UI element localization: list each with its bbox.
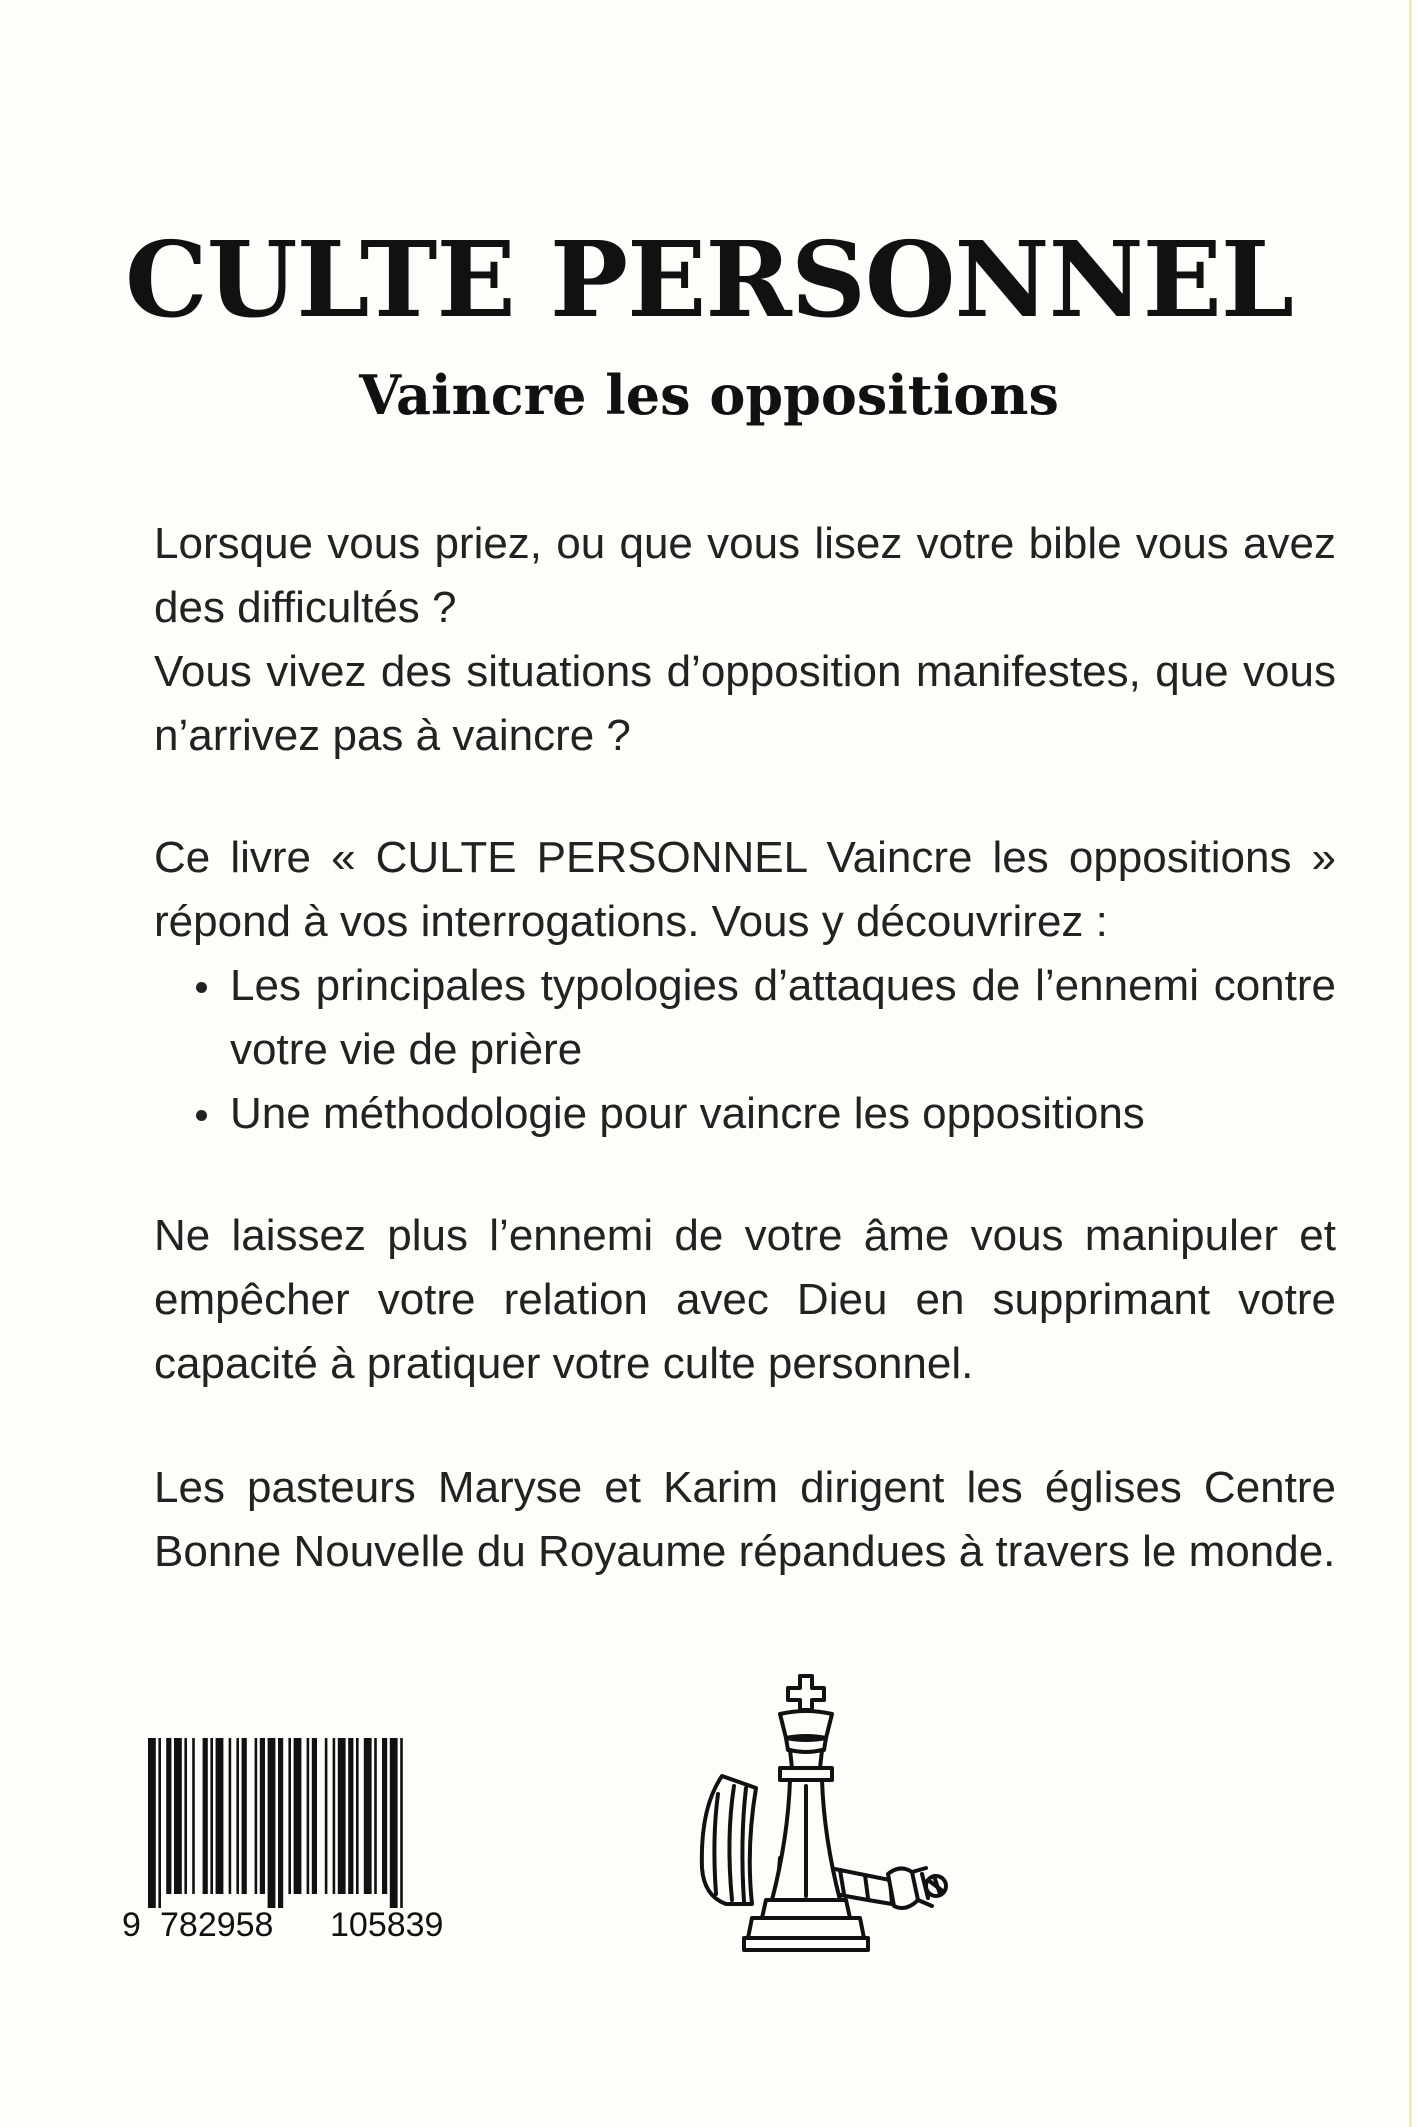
book-subtitle: Vaincre les oppositions — [359, 363, 1059, 427]
barcode-bar — [174, 1738, 182, 1894]
isbn-group-2: 105839 — [330, 1906, 444, 1944]
barcode-bar — [400, 1738, 403, 1908]
barcode-bar — [242, 1738, 247, 1894]
intro-question-2: Vous vivez des situations d’opposition manifestes, que vous n’arrivez pas à vaincre ? — [154, 647, 1336, 760]
barcode-bar — [278, 1738, 283, 1908]
barcode-bar — [216, 1738, 224, 1894]
barcode-bar — [390, 1738, 398, 1908]
barcode-bar — [192, 1738, 195, 1894]
isbn-group-1: 782958 — [160, 1906, 274, 1944]
topic-item: Une méthodologie pour vaincre les oppositions — [230, 1082, 1336, 1146]
barcode-bar — [255, 1738, 258, 1894]
exhortation-paragraph — [154, 1204, 1336, 1396]
barcode-bar — [294, 1738, 302, 1894]
barcode-bar — [236, 1738, 239, 1894]
intro-questions — [154, 512, 1336, 768]
isbn-barcode — [118, 1732, 498, 1952]
standing-king-icon — [744, 1676, 868, 1950]
barcode-bar — [338, 1738, 346, 1894]
barcode-bar — [348, 1738, 353, 1894]
exhortation-text: Ne laissez plus l’ennemi de votre âme vous manipuler et empêcher votre relation avec Dieu en supprimant votre capacité à pratiquer votre culte personnel. — [154, 1211, 1336, 1388]
isbn-first-digit: 9 — [122, 1906, 141, 1944]
description-intro: Ce livre « CULTE PERSONNEL Vaincre les oppositions » répond à vos interrogations. Vous y découvrirez : — [154, 833, 1336, 946]
barcode-bar — [203, 1738, 208, 1894]
authors-text: Les pasteurs Maryse et Karim dirigent les églises Centre Bonne Nouvelle du Royaume répandues à travers le monde. — [154, 1463, 1336, 1576]
chess-king-and-fallen-king-icon — [660, 1668, 960, 1968]
barcode-bars — [118, 1732, 498, 1908]
barcode-bar — [148, 1738, 156, 1908]
barcode-bar — [307, 1738, 310, 1894]
barcode-bar — [210, 1738, 213, 1894]
barcode-bar — [356, 1738, 359, 1894]
barcode-bar — [260, 1738, 265, 1894]
book-title: CULTE PERSONNEL — [124, 218, 1294, 341]
barcode-bar — [333, 1738, 336, 1894]
barcode-bar — [166, 1738, 171, 1894]
barcode-bar — [374, 1738, 377, 1894]
barcode-bar — [268, 1738, 276, 1908]
barcode-bar — [288, 1738, 291, 1894]
barcode-bar — [382, 1738, 387, 1894]
barcode-bar — [158, 1738, 161, 1908]
barcode-bar — [325, 1738, 328, 1894]
authors-paragraph — [154, 1456, 1336, 1584]
isbn-digits — [118, 1906, 498, 1946]
book-description — [154, 826, 1336, 1146]
barcode-bar — [364, 1738, 372, 1894]
leaning-piece-icon — [702, 1776, 756, 1904]
barcode-bar — [312, 1738, 317, 1894]
topics-list — [154, 954, 1336, 1146]
topic-item: Les principales typologies d’attaques de l’ennemi contre votre vie de prière — [230, 954, 1336, 1082]
barcode-bar — [184, 1738, 187, 1894]
intro-question-1: Lorsque vous priez, ou que vous lisez votre bible vous avez des difficultés ? — [154, 519, 1336, 632]
barcode-bar — [229, 1738, 232, 1894]
